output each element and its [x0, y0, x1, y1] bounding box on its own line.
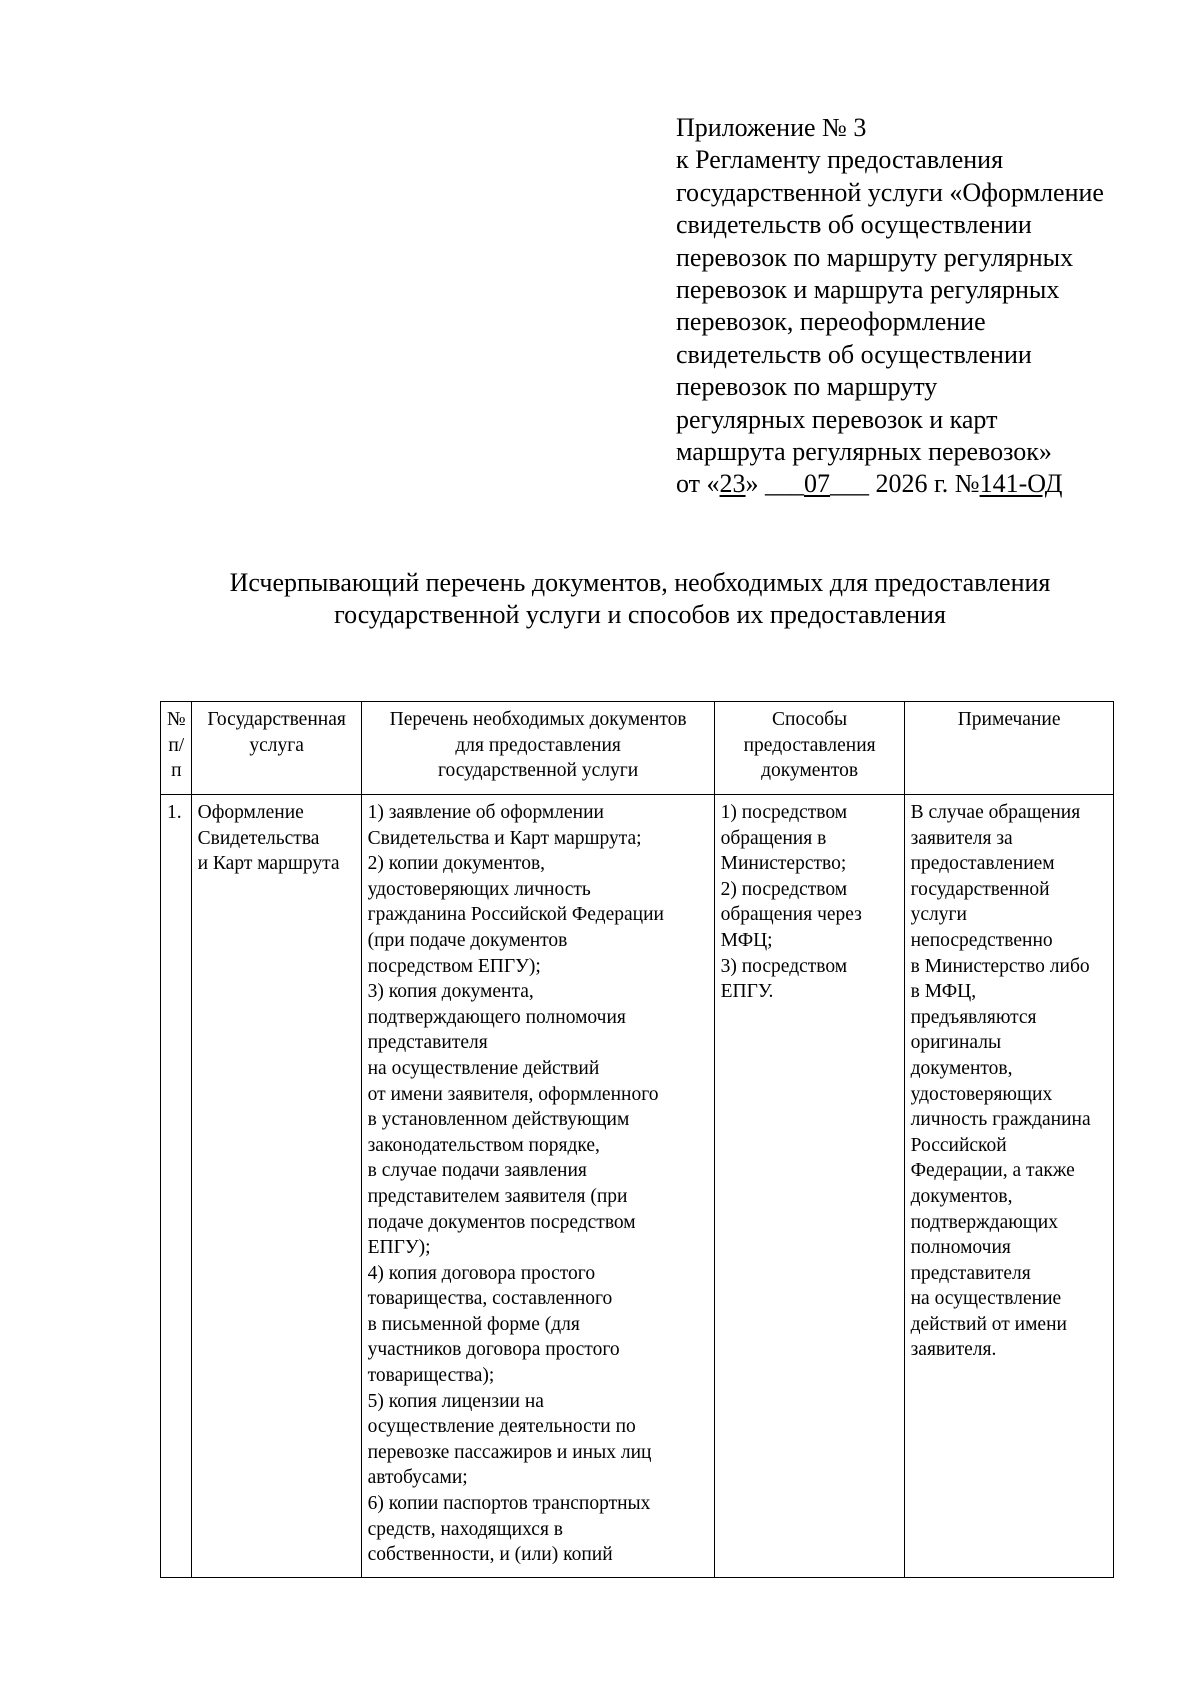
text-line: МФЦ;	[720, 929, 773, 951]
text-line: ЕПГУ.	[720, 981, 774, 1003]
text-line: представителя	[910, 1262, 1031, 1284]
text-line: предъявляются	[910, 1006, 1037, 1028]
date-day: 23	[719, 469, 746, 499]
text-line: 1) заявление об оформлении	[367, 802, 604, 823]
title-line-2: государственной услуги и способов их предоставления	[334, 600, 946, 629]
cell-number	[161, 795, 192, 1578]
text-line: в письменной форме (для	[367, 1313, 580, 1335]
text-line: 2) копии документов,	[367, 853, 546, 875]
text-line: средств, находящихся в	[367, 1518, 563, 1540]
document-number: 141-ОД	[979, 469, 1063, 499]
text-line: представителем заявителя (при	[367, 1185, 628, 1207]
text-line: в МФЦ,	[910, 981, 977, 1003]
appendix-header	[676, 112, 1176, 501]
text-line: заявителя.	[910, 1339, 997, 1361]
text-line: Оформление	[197, 802, 304, 823]
cell-service	[191, 795, 361, 1578]
text-line: полномочия	[910, 1237, 1011, 1259]
header-documents	[361, 702, 714, 795]
text-line: 3) копия документа,	[367, 981, 534, 1003]
text-line: документов,	[910, 1185, 1013, 1207]
header-service	[191, 702, 361, 795]
cell-notes	[904, 795, 1113, 1578]
text-line: подаче документов посредством	[367, 1211, 636, 1233]
text-line: перевозок и маршрута регулярных	[676, 275, 1060, 305]
date-prefix: от «	[676, 469, 720, 499]
text-line: документов,	[910, 1057, 1013, 1079]
text-line: обращения через	[720, 904, 862, 926]
text-line: подтверждающего полномочия	[367, 1006, 626, 1028]
text-line: товарищества);	[367, 1365, 495, 1387]
text-line: п/	[168, 734, 185, 756]
text-line: законодательством порядке,	[367, 1134, 600, 1156]
text-line: государственной	[910, 878, 1050, 900]
text-line: 5) копия лицензии на	[367, 1390, 544, 1412]
table-row	[161, 795, 1114, 1578]
text-line: участников договора простого	[367, 1339, 620, 1361]
text-line: предоставлением	[910, 853, 1055, 875]
date-mid1: » ___	[745, 469, 805, 499]
text-line: на осуществление действий	[367, 1057, 600, 1079]
text-line: посредством ЕПГУ);	[367, 955, 541, 977]
text-line: 4) копия договора простого	[367, 1262, 596, 1284]
text-line: от имени заявителя, оформленного	[367, 1083, 659, 1105]
text-line: перевозке пассажиров и иных лиц	[367, 1441, 652, 1463]
text-line: документов	[761, 760, 859, 782]
text-line: перевозок по маршруту регулярных	[676, 242, 1074, 272]
cell-methods	[714, 795, 904, 1578]
text-line: личность гражданина	[910, 1109, 1091, 1131]
text-line: автобусами;	[367, 1467, 468, 1489]
text-line: на осуществление	[910, 1288, 1062, 1310]
text-line: 2) посредством	[720, 878, 848, 900]
text-line: Перечень необходимых документов	[389, 709, 687, 730]
documents-table	[160, 701, 1114, 1578]
text-line: для предоставления	[455, 734, 621, 756]
text-line: представителя	[367, 1032, 488, 1054]
text-line: в Министерство либо	[910, 955, 1090, 977]
text-line: к Регламенту предоставления	[676, 145, 1004, 175]
text-line: обращения в	[720, 827, 827, 849]
text-line: №	[167, 709, 186, 730]
text-line: подтверждающих	[910, 1211, 1058, 1233]
text-line: В случае обращения	[910, 802, 1081, 823]
text-line: регулярных перевозок и карт	[676, 404, 998, 434]
text-line: в случае подачи заявления	[367, 1160, 587, 1182]
text-line: 1) посредством	[720, 802, 848, 823]
date-mid2: ___ 2026 г. №	[830, 469, 980, 499]
text-line: перевозок по маршруту	[676, 372, 938, 402]
text-line: свидетельств об осуществлении	[676, 339, 1032, 369]
document-title	[0, 567, 1200, 631]
text-line: Государственная	[207, 709, 346, 730]
text-line: товарищества, составленного	[367, 1288, 613, 1310]
text-line: перевозок, переоформление	[676, 307, 986, 337]
text-line: заявителя за	[910, 827, 1013, 849]
text-line: оригиналы	[910, 1032, 1002, 1054]
text-line: удостоверяющих личность	[367, 878, 591, 900]
text-line: осуществление деятельности по	[367, 1416, 636, 1438]
text-line: маршрута регулярных перевозок»	[676, 437, 1052, 467]
header-number	[161, 702, 192, 795]
appendix-lines	[676, 112, 1176, 468]
text-line: Российской	[910, 1134, 1007, 1156]
text-line: предоставления	[743, 734, 876, 756]
text-line: собственности, и (или) копий	[367, 1544, 613, 1566]
text-line: 6) копии паспортов транспортных	[367, 1493, 651, 1515]
text-line: Свидетельства	[197, 827, 320, 849]
text-line: 1.	[167, 802, 182, 823]
table-header-row	[161, 702, 1114, 795]
text-line: 3) посредством	[720, 955, 848, 977]
text-line: непосредственно	[910, 929, 1053, 951]
text-line: Приложение № 3	[676, 113, 867, 142]
text-line: услуга	[249, 734, 304, 756]
text-line: свидетельств об осуществлении	[676, 210, 1032, 240]
text-line: и Карт маршрута	[197, 853, 340, 875]
text-line: Свидетельства и Карт маршрута;	[367, 827, 642, 849]
date-month: 07	[804, 469, 831, 499]
appendix-date-line	[676, 468, 1176, 500]
text-line: (при подаче документов	[367, 929, 568, 951]
text-line: удостоверяющих	[910, 1083, 1053, 1105]
text-line: Примечание	[957, 709, 1061, 730]
text-line: государственной услуги «Оформление	[676, 177, 1104, 207]
text-line: ЕПГУ);	[367, 1237, 431, 1259]
text-line: государственной услуги	[438, 760, 639, 782]
text-line: услуги	[910, 904, 967, 926]
text-line: Способы	[772, 709, 848, 730]
text-line: гражданина Российской Федерации	[367, 904, 664, 926]
title-line-1: Исчерпывающий перечень документов, необходимых для предоставления	[229, 568, 1051, 597]
header-notes	[904, 702, 1113, 795]
text-line: Министерство;	[720, 853, 847, 875]
text-line: Федерации, а также	[910, 1160, 1075, 1182]
text-line: п	[171, 760, 182, 782]
text-line: действий от имени	[910, 1313, 1067, 1335]
cell-documents	[361, 795, 714, 1578]
header-methods	[714, 702, 904, 795]
text-line: в установленном действующим	[367, 1109, 630, 1131]
